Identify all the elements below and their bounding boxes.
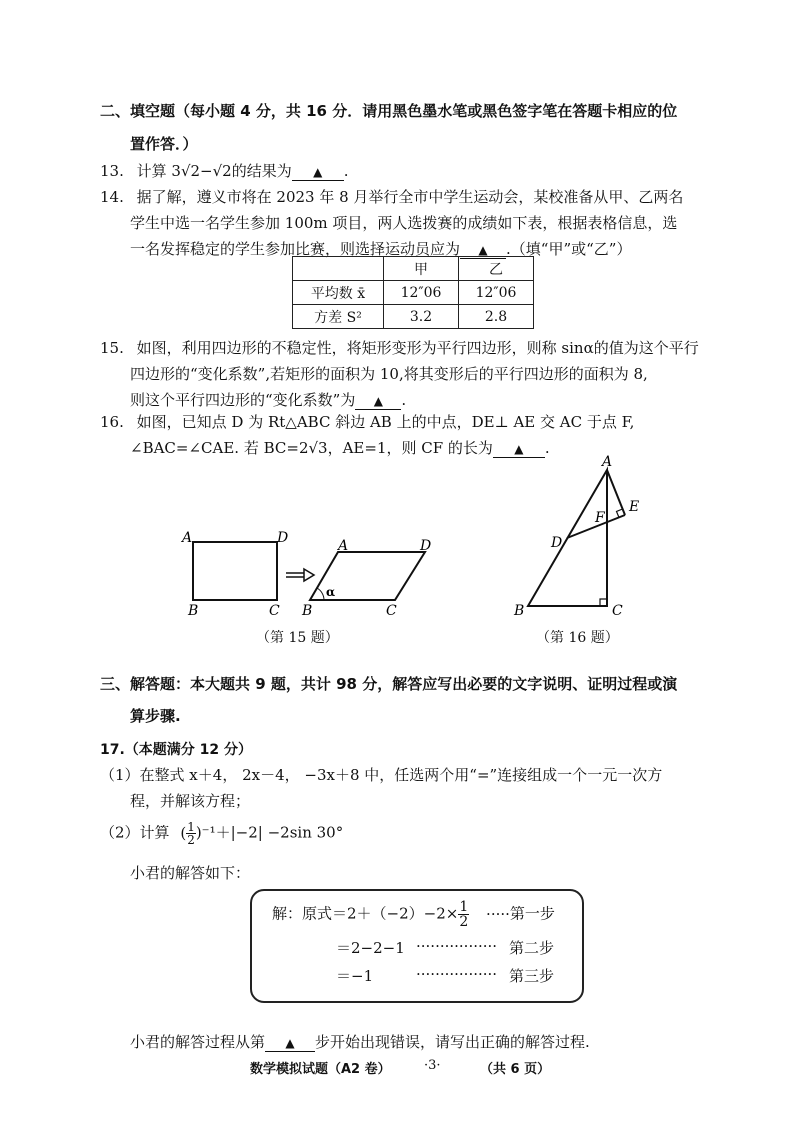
q14-line2: 学生中选一名学生参加 100m 项目，两人选拨赛的成绩如下表，根据表格信息，选 bbox=[130, 214, 678, 232]
table-cell: 方差 S² bbox=[293, 305, 384, 329]
q17-part2-prefix: （2）计算 bbox=[100, 823, 170, 842]
q17-intro: 小君的解答如下： bbox=[130, 864, 251, 882]
segment-AE bbox=[607, 470, 625, 515]
solution-line1-dots: ····· bbox=[486, 904, 510, 923]
table-row bbox=[293, 281, 534, 305]
label-A1: A bbox=[182, 530, 193, 546]
alpha-angle-arc bbox=[317, 588, 324, 600]
label-B1: B bbox=[188, 603, 199, 619]
q14-line3b: .（填“甲”或“乙”） bbox=[506, 240, 632, 258]
q17-title: 17.（本题满分 12 分） bbox=[100, 742, 253, 758]
table-row bbox=[293, 305, 534, 329]
solution-step1: 第一步 bbox=[509, 904, 555, 923]
q15-blank: ▲ bbox=[355, 391, 401, 410]
table-cell: 3.2 bbox=[384, 305, 459, 329]
solution-line3-dots: ················· bbox=[416, 965, 498, 983]
q13-num: 13. bbox=[100, 162, 124, 180]
table-cell: 12″06 bbox=[384, 281, 459, 305]
q17-part2: （2）计算 ( $\frac{1}{2}$ )⁻¹＋|−2| −2sin 30° bbox=[100, 820, 344, 847]
label-D: D bbox=[551, 535, 563, 551]
q15-line3 bbox=[130, 389, 406, 410]
q17-final bbox=[130, 1031, 590, 1052]
label-F: F bbox=[595, 510, 605, 526]
label-D2: D bbox=[420, 538, 432, 554]
q16-line1 bbox=[100, 411, 634, 432]
q14-num: 14. bbox=[100, 188, 124, 206]
transform-arrow-icon bbox=[286, 569, 314, 581]
solution-step2: 第二步 bbox=[509, 939, 555, 957]
q13-text: 计算 3√2−√2的结果为 bbox=[136, 162, 292, 180]
label-E: E bbox=[629, 499, 640, 515]
q16-end: . bbox=[544, 439, 550, 457]
q16-line2-text: ∠BAC=∠CAE. 若 BC=2√3，AE=1，则 CF 的长为 bbox=[130, 439, 493, 457]
solution-line1-expr: 解：原式＝2＋（−2）−2× bbox=[272, 904, 459, 923]
section3-header-line2: 算步骤. bbox=[130, 707, 181, 725]
q17-part1-line1: （1）在整式 x＋4， 2x－4， −3x＋8 中，任选两个用“=”连接组成一个一元一次方 bbox=[100, 766, 663, 784]
footer-title: 数学模拟试题（A2 卷） bbox=[250, 1062, 391, 1077]
table-header-cell bbox=[293, 257, 384, 281]
section2-header-line2: 置作答．） bbox=[130, 135, 198, 153]
q14-table bbox=[292, 256, 534, 329]
fraction-half: $\frac{1}{2}$ bbox=[187, 820, 195, 847]
section2-header-line1: 二、填空题（每小题 4 分，共 16 分．请用黑色墨水笔或黑色签字笔在答题卡相应的位 bbox=[100, 102, 678, 120]
q16-line2 bbox=[130, 437, 550, 458]
table-header-cell: 甲 bbox=[384, 257, 459, 281]
solution-line3: ＝−1 bbox=[336, 967, 374, 985]
table-cell: 平均数 x̄ bbox=[293, 281, 384, 305]
label-A: A bbox=[602, 454, 613, 470]
label-C1: C bbox=[269, 603, 280, 619]
label-D1: D bbox=[277, 530, 289, 546]
label-C2: C bbox=[386, 603, 397, 619]
label-alpha: α bbox=[326, 585, 336, 599]
label-B: B bbox=[514, 603, 525, 619]
footer-page-number: ·3· bbox=[424, 1058, 441, 1073]
q16-text-line1: 如图，已知点 D 为 Rt△ABC 斜边 AB 上的中点，DE⊥ AE 交 AC 于点 F, bbox=[136, 413, 635, 431]
caption-15: （第 15 题） bbox=[256, 630, 339, 646]
figure-16 bbox=[510, 452, 660, 622]
q13-end: . bbox=[343, 162, 349, 180]
footer-total-pages: （共 6 页） bbox=[480, 1062, 551, 1077]
q16-num: 16. bbox=[100, 413, 124, 431]
label-B2: B bbox=[302, 603, 313, 619]
caption-16: （第 16 题） bbox=[536, 630, 619, 646]
right-angle-mark-C bbox=[600, 599, 607, 606]
q13-blank: ▲ bbox=[292, 162, 344, 181]
solution-line1 bbox=[272, 900, 555, 929]
q17-final-a: 小君的解答过程从第 bbox=[130, 1033, 266, 1051]
q15-text-line1: 如图，利用四边形的不稳定性，将矩形变形为平行四边形，则称 sinα的值为这个平行 bbox=[136, 339, 699, 357]
q15-line2: 四边形的“变化系数”,若矩形的面积为 10,将其变形后的平行四边形的面积为 8, bbox=[130, 365, 648, 383]
q15-line3-text: 则这个平行四边形的“变化系数”为 bbox=[130, 391, 356, 409]
q13 bbox=[100, 160, 349, 181]
table-header-cell: 乙 bbox=[459, 257, 534, 281]
q16-blank: ▲ bbox=[493, 439, 545, 458]
q17-part1-line2: 程，并解该方程； bbox=[130, 792, 251, 810]
table-row bbox=[293, 257, 534, 281]
q14-line1 bbox=[100, 186, 683, 207]
q14-blank: ▲ bbox=[460, 240, 506, 259]
q15-line1 bbox=[100, 337, 699, 358]
table-cell: 12″06 bbox=[459, 281, 534, 305]
q17-part2-expr: )⁻¹＋|−2| −2sin 30° bbox=[195, 823, 344, 842]
section3-header-line1: 三、解答题：本大题共 9 题，共计 98 分，解答应写出必要的文字说明、证明过程或演 bbox=[100, 675, 678, 693]
solution-fraction: $\frac{1}{2}$ bbox=[459, 899, 469, 930]
label-C: C bbox=[612, 603, 623, 619]
q14-line3a: 一名发挥稳定的学生参加比赛，则选择运动员应为 bbox=[130, 240, 461, 258]
figure-15 bbox=[180, 525, 450, 625]
label-A2: A bbox=[338, 538, 349, 554]
solution-line2-dots: ················· bbox=[416, 937, 498, 955]
q17-final-b: 步开始出现错误，请写出正确的解答过程. bbox=[315, 1033, 590, 1051]
solution-line2: ＝2−2−1 bbox=[336, 939, 405, 957]
q15-end: . bbox=[401, 391, 407, 409]
table-cell: 2.8 bbox=[459, 305, 534, 329]
solution-step3: 第三步 bbox=[509, 967, 555, 985]
q14-text-line1: 据了解，遵义市将在 2023 年 8 月举行全市中学生运动会，某校准备从甲、乙两名 bbox=[136, 188, 684, 206]
q17-blank: ▲ bbox=[265, 1033, 315, 1052]
q15-num: 15. bbox=[100, 339, 124, 357]
rectangle-shape bbox=[193, 542, 277, 600]
